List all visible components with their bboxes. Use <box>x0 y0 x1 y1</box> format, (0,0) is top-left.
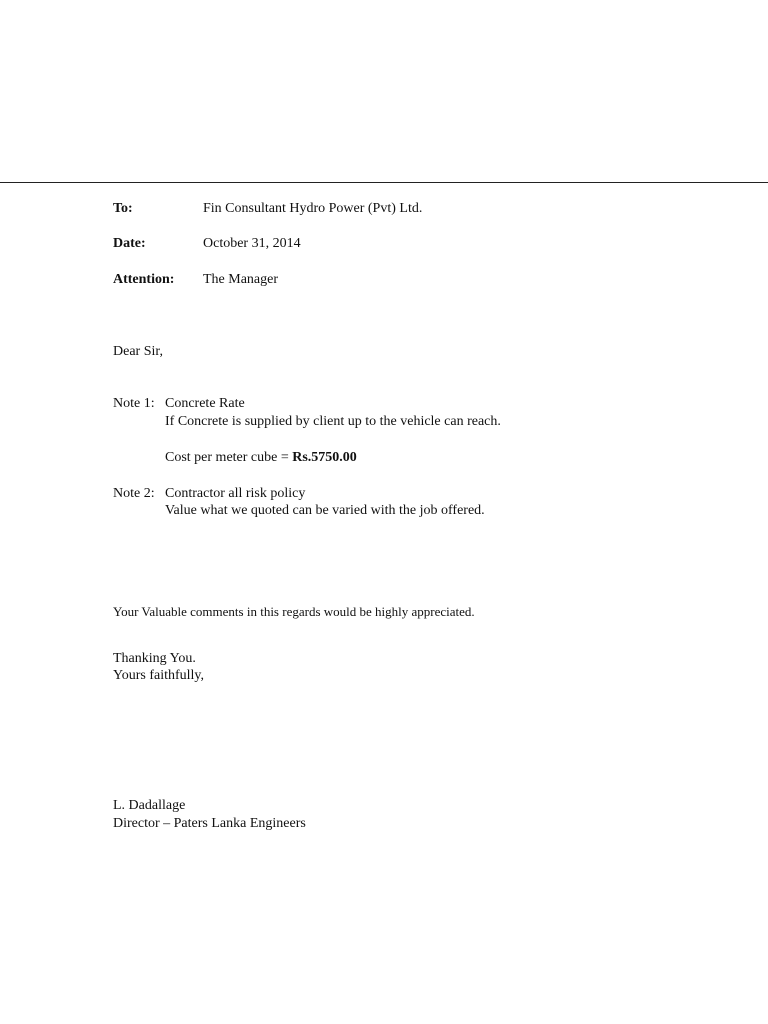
note1-label: Note 1: <box>113 396 155 411</box>
note2-label: Note 2: <box>113 486 155 501</box>
date-value: October 31, 2014 <box>203 236 301 251</box>
attention-label: Attention: <box>113 272 175 287</box>
note1-title: Concrete Rate <box>165 396 245 411</box>
header-divider <box>0 182 768 183</box>
comments-line: Your Valuable comments in this regards would be highly appreciated. <box>113 604 475 619</box>
note1-cost-line <box>165 449 357 467</box>
note1-cost-value: Rs.5750.00 <box>292 450 357 465</box>
signatory-name: L. Dadallage <box>113 798 186 813</box>
date-label: Date: <box>113 236 146 251</box>
to-label: To: <box>113 201 133 216</box>
note1-text: If Concrete is supplied by client up to the vehicle can reach. <box>165 414 501 429</box>
to-value: Fin Consultant Hydro Power (Pvt) Ltd. <box>203 201 423 216</box>
note2-title: Contractor all risk policy <box>165 486 306 501</box>
note1-cost-prefix: Cost per meter cube = <box>165 450 293 465</box>
yours-faithfully: Yours faithfully, <box>113 668 205 683</box>
signatory-title: Director – Paters Lanka Engineers <box>113 816 306 831</box>
salutation: Dear Sir, <box>113 344 163 359</box>
thanking-line: Thanking You. <box>113 651 196 666</box>
attention-value: The Manager <box>203 272 279 287</box>
note2-text: Value what we quoted can be varied with the job offered. <box>165 503 485 518</box>
